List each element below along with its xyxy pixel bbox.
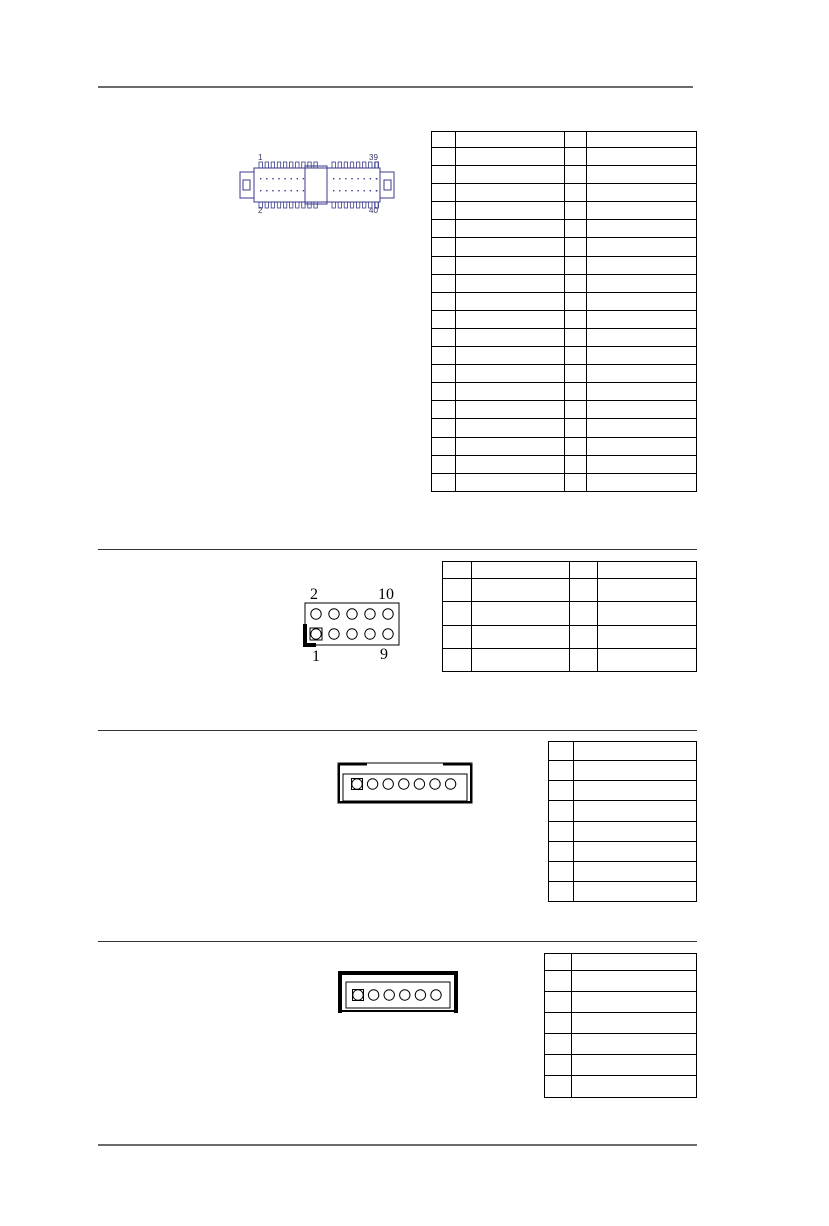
table-cell bbox=[471, 579, 570, 602]
contact-pin bbox=[290, 202, 293, 208]
table-cell bbox=[455, 132, 565, 148]
pinout-40-row bbox=[432, 238, 697, 256]
pinout-7-row bbox=[549, 882, 697, 902]
contact-pin bbox=[344, 162, 347, 168]
table-cell bbox=[432, 220, 456, 238]
contact-pin bbox=[356, 202, 359, 208]
table-cell bbox=[565, 184, 587, 202]
table-cell bbox=[432, 132, 456, 148]
table-cell bbox=[587, 274, 697, 292]
table-cell bbox=[455, 328, 565, 346]
contact-pin bbox=[283, 162, 286, 168]
table-cell bbox=[455, 166, 565, 184]
pin-dot bbox=[260, 190, 261, 191]
pin-dot bbox=[291, 190, 292, 191]
pinout-40-row bbox=[432, 437, 697, 455]
pin-label-1: 1 bbox=[258, 153, 263, 162]
pinout-40-row bbox=[432, 365, 697, 383]
pin-dot bbox=[370, 190, 371, 191]
pin-dot bbox=[303, 178, 304, 179]
table-cell bbox=[443, 602, 472, 625]
contact-pin bbox=[308, 202, 311, 208]
table-cell bbox=[545, 1076, 572, 1097]
header-10pin-pinout-table bbox=[442, 561, 697, 672]
pin-label-10: 10 bbox=[378, 586, 394, 603]
table-cell bbox=[471, 625, 570, 648]
contact-pin bbox=[369, 162, 372, 168]
contact-pin bbox=[259, 202, 262, 208]
header-10pin-drawing bbox=[302, 602, 402, 648]
pin-dot bbox=[272, 190, 273, 191]
table-cell bbox=[432, 184, 456, 202]
table-cell bbox=[565, 455, 587, 473]
contact-pin bbox=[356, 162, 359, 168]
pin-label-40: 40 bbox=[369, 206, 378, 215]
table-cell bbox=[587, 184, 697, 202]
section-divider-2 bbox=[98, 730, 697, 731]
table-cell bbox=[565, 437, 587, 455]
table-cell bbox=[432, 347, 456, 365]
table-cell bbox=[455, 347, 565, 365]
table-cell bbox=[432, 166, 456, 184]
table-cell bbox=[455, 292, 565, 310]
table-cell bbox=[443, 625, 472, 648]
pin-dot bbox=[284, 190, 285, 191]
table-cell bbox=[573, 781, 696, 801]
table-cell bbox=[549, 821, 574, 841]
pin-label-1: 1 bbox=[312, 648, 320, 665]
section-divider-1 bbox=[98, 549, 697, 550]
pinout-6-row bbox=[545, 1013, 697, 1034]
table-cell bbox=[587, 166, 697, 184]
contact-pin bbox=[259, 162, 262, 168]
table-cell bbox=[587, 310, 697, 328]
table-cell bbox=[455, 148, 565, 166]
table-cell bbox=[455, 383, 565, 401]
pin-dot bbox=[357, 190, 358, 191]
table-cell bbox=[549, 861, 574, 881]
contact-pin bbox=[350, 202, 353, 208]
connector-pin bbox=[368, 990, 378, 1000]
contact-pin bbox=[265, 162, 268, 168]
table-cell bbox=[587, 365, 697, 383]
pin-dot bbox=[291, 178, 292, 179]
pin-dot bbox=[351, 190, 352, 191]
table-cell bbox=[565, 220, 587, 238]
table-cell bbox=[573, 801, 696, 821]
pinout-40-row bbox=[432, 202, 697, 220]
pinout-40-row bbox=[432, 148, 697, 166]
pinout-10-row bbox=[443, 648, 697, 671]
table-cell bbox=[598, 602, 697, 625]
table-cell bbox=[455, 202, 565, 220]
table-cell bbox=[455, 437, 565, 455]
connector-7pin-drawing bbox=[337, 762, 473, 804]
table-cell bbox=[455, 419, 565, 437]
pin-dot bbox=[284, 178, 285, 179]
connector-pin bbox=[431, 990, 441, 1000]
table-cell bbox=[443, 579, 472, 602]
table-cell bbox=[432, 455, 456, 473]
table-cell bbox=[587, 383, 697, 401]
table-cell bbox=[455, 256, 565, 274]
contact-pin bbox=[363, 202, 366, 208]
connector-40pin-diagram bbox=[237, 150, 397, 215]
pin-dot bbox=[364, 190, 365, 191]
table-cell bbox=[565, 419, 587, 437]
table-cell bbox=[598, 562, 697, 579]
contact-pin bbox=[332, 162, 335, 168]
table-cell bbox=[432, 274, 456, 292]
connector-6pin-drawing bbox=[337, 970, 459, 1014]
connector-pin bbox=[383, 779, 393, 789]
contact-pin bbox=[332, 202, 335, 208]
table-cell bbox=[587, 401, 697, 419]
pin-dot bbox=[297, 190, 298, 191]
table-cell bbox=[565, 383, 587, 401]
connector-pin bbox=[430, 779, 440, 789]
table-cell bbox=[573, 761, 696, 781]
table-cell bbox=[571, 1076, 696, 1097]
table-cell bbox=[565, 401, 587, 419]
connector-pin bbox=[414, 779, 424, 789]
pin-dot bbox=[266, 178, 267, 179]
table-cell bbox=[455, 401, 565, 419]
table-cell bbox=[571, 1013, 696, 1034]
table-cell bbox=[565, 256, 587, 274]
table-cell bbox=[455, 238, 565, 256]
pin-dot bbox=[370, 178, 371, 179]
table-cell bbox=[549, 801, 574, 821]
table-cell bbox=[545, 1034, 572, 1055]
pinout-7-row bbox=[549, 781, 697, 801]
table-cell bbox=[565, 292, 587, 310]
contact-pin bbox=[338, 162, 341, 168]
table-cell bbox=[432, 256, 456, 274]
contact-pin bbox=[363, 162, 366, 168]
table-cell bbox=[545, 1013, 572, 1034]
table-cell bbox=[432, 328, 456, 346]
contact-pin bbox=[277, 202, 280, 208]
table-cell bbox=[565, 148, 587, 166]
contact-pin bbox=[314, 202, 317, 208]
pinout-40-row bbox=[432, 274, 697, 292]
contact-pin bbox=[314, 162, 317, 168]
connector-pin bbox=[400, 990, 410, 1000]
pinout-40-row bbox=[432, 455, 697, 473]
pinout-6-row bbox=[545, 1055, 697, 1076]
pinout-40-row bbox=[432, 132, 697, 148]
pin-dot bbox=[272, 178, 273, 179]
table-cell bbox=[565, 328, 587, 346]
table-cell bbox=[432, 202, 456, 220]
pin-dot bbox=[339, 178, 340, 179]
table-cell bbox=[571, 1055, 696, 1076]
table-cell bbox=[432, 383, 456, 401]
pin-dot bbox=[333, 190, 334, 191]
pin-dot bbox=[333, 178, 334, 179]
connector-6pin-pinout-table bbox=[544, 953, 697, 1098]
table-cell bbox=[455, 310, 565, 328]
connector-pin bbox=[353, 990, 363, 1000]
pinout-6-row bbox=[545, 1034, 697, 1055]
table-cell bbox=[432, 238, 456, 256]
table-cell bbox=[587, 202, 697, 220]
table-cell bbox=[549, 882, 574, 902]
table-cell bbox=[570, 602, 598, 625]
pin-dot bbox=[345, 178, 346, 179]
connector-pin bbox=[384, 990, 394, 1000]
pinout-7-row bbox=[549, 861, 697, 881]
table-cell bbox=[598, 648, 697, 671]
table-cell bbox=[571, 1034, 696, 1055]
table-cell bbox=[549, 761, 574, 781]
pinout-40-row bbox=[432, 401, 697, 419]
pinout-7-row bbox=[549, 761, 697, 781]
table-cell bbox=[565, 238, 587, 256]
connector-pin bbox=[367, 779, 377, 789]
table-cell bbox=[432, 473, 456, 491]
pin-dot bbox=[297, 178, 298, 179]
contact-pin bbox=[350, 162, 353, 168]
table-cell bbox=[573, 742, 696, 761]
table-cell bbox=[549, 742, 574, 761]
pin-dot bbox=[303, 190, 304, 191]
table-cell bbox=[598, 579, 697, 602]
pin-dot bbox=[376, 178, 377, 179]
contact-pin bbox=[265, 202, 268, 208]
table-cell bbox=[565, 473, 587, 491]
table-cell bbox=[587, 419, 697, 437]
contact-pin bbox=[308, 162, 311, 168]
pin-dot bbox=[339, 190, 340, 191]
table-cell bbox=[432, 148, 456, 166]
table-cell bbox=[570, 648, 598, 671]
header-10pin-diagram bbox=[302, 587, 402, 667]
contact-pin bbox=[369, 202, 372, 208]
pinout-10-row bbox=[443, 602, 697, 625]
pin-dot bbox=[351, 178, 352, 179]
connector-40pin-pinout-table bbox=[431, 131, 697, 492]
table-cell bbox=[432, 437, 456, 455]
table-cell bbox=[549, 781, 574, 801]
pin-label-2: 2 bbox=[258, 206, 263, 215]
table-cell bbox=[565, 202, 587, 220]
pin-dot bbox=[278, 190, 279, 191]
pinout-10-row bbox=[443, 625, 697, 648]
table-cell bbox=[545, 971, 572, 992]
contact-pin bbox=[277, 162, 280, 168]
table-cell bbox=[455, 473, 565, 491]
table-cell bbox=[455, 455, 565, 473]
pinout-40-row bbox=[432, 166, 697, 184]
table-cell bbox=[455, 184, 565, 202]
table-cell bbox=[587, 256, 697, 274]
contact-pin bbox=[296, 202, 299, 208]
table-cell bbox=[587, 347, 697, 365]
connector-40pin-drawing bbox=[237, 160, 397, 210]
table-cell bbox=[565, 347, 587, 365]
table-cell bbox=[571, 992, 696, 1013]
connector-pin bbox=[415, 990, 425, 1000]
pinout-40-row bbox=[432, 292, 697, 310]
footer-rule bbox=[98, 1144, 697, 1146]
contact-pin bbox=[296, 162, 299, 168]
contact-pin bbox=[290, 162, 293, 168]
pin-label-9: 9 bbox=[380, 646, 388, 663]
pinout-6-row bbox=[545, 971, 697, 992]
table-cell bbox=[471, 562, 570, 579]
table-cell bbox=[565, 310, 587, 328]
table-cell bbox=[565, 132, 587, 148]
pinout-40-row bbox=[432, 347, 697, 365]
pinout-6-row bbox=[545, 992, 697, 1013]
table-cell bbox=[573, 861, 696, 881]
table-cell bbox=[587, 148, 697, 166]
table-cell bbox=[565, 274, 587, 292]
pinout-7-row bbox=[549, 801, 697, 821]
table-cell bbox=[587, 132, 697, 148]
pinout-10-row bbox=[443, 579, 697, 602]
contact-pin bbox=[283, 202, 286, 208]
table-cell bbox=[573, 841, 696, 861]
pinout-40-row bbox=[432, 473, 697, 491]
table-cell bbox=[587, 328, 697, 346]
pinout-6-row bbox=[545, 954, 697, 971]
table-cell bbox=[471, 648, 570, 671]
table-cell bbox=[587, 455, 697, 473]
connector-7pin-pinout-table bbox=[548, 741, 697, 902]
pinout-7-row bbox=[549, 841, 697, 861]
contact-pin bbox=[271, 162, 274, 168]
table-cell bbox=[587, 220, 697, 238]
table-cell bbox=[571, 954, 696, 971]
contact-pin bbox=[271, 202, 274, 208]
table-cell bbox=[549, 841, 574, 861]
table-cell bbox=[570, 562, 598, 579]
pin-label-39: 39 bbox=[369, 153, 378, 162]
table-cell bbox=[455, 365, 565, 383]
pin-dot bbox=[266, 190, 267, 191]
table-cell bbox=[587, 437, 697, 455]
contact-pin bbox=[344, 202, 347, 208]
table-cell bbox=[443, 648, 472, 671]
pin-dot bbox=[278, 178, 279, 179]
table-cell bbox=[432, 292, 456, 310]
header-rule bbox=[98, 86, 693, 88]
pin-dot bbox=[376, 190, 377, 191]
table-cell bbox=[570, 625, 598, 648]
table-cell bbox=[573, 882, 696, 902]
table-cell bbox=[471, 602, 570, 625]
pinout-7-row bbox=[549, 821, 697, 841]
connector-pin bbox=[445, 779, 455, 789]
pinout-10-row bbox=[443, 562, 697, 579]
pinout-7-row bbox=[549, 742, 697, 761]
table-cell bbox=[545, 954, 572, 971]
table-cell bbox=[571, 971, 696, 992]
section-divider-3 bbox=[98, 941, 697, 942]
table-cell bbox=[587, 292, 697, 310]
table-cell bbox=[432, 310, 456, 328]
table-cell bbox=[455, 274, 565, 292]
table-cell bbox=[545, 1055, 572, 1076]
table-cell bbox=[598, 625, 697, 648]
table-cell bbox=[432, 401, 456, 419]
pin-label-2: 2 bbox=[310, 586, 318, 603]
pinout-40-row bbox=[432, 256, 697, 274]
table-cell bbox=[565, 166, 587, 184]
pinout-40-row bbox=[432, 310, 697, 328]
table-cell bbox=[570, 579, 598, 602]
table-cell bbox=[565, 365, 587, 383]
table-cell bbox=[455, 220, 565, 238]
table-cell bbox=[443, 562, 472, 579]
pin-dot bbox=[345, 190, 346, 191]
pinout-6-row bbox=[545, 1076, 697, 1097]
table-cell bbox=[587, 238, 697, 256]
table-cell bbox=[432, 365, 456, 383]
pin-dot bbox=[260, 178, 261, 179]
contact-pin bbox=[338, 202, 341, 208]
table-cell bbox=[587, 473, 697, 491]
pinout-40-row bbox=[432, 383, 697, 401]
connector-pin bbox=[352, 779, 362, 789]
table-cell bbox=[573, 821, 696, 841]
pin-dot bbox=[357, 178, 358, 179]
pinout-40-row bbox=[432, 184, 697, 202]
pinout-40-row bbox=[432, 419, 697, 437]
pinout-40-row bbox=[432, 328, 697, 346]
pin-dot bbox=[364, 178, 365, 179]
pinout-40-row bbox=[432, 220, 697, 238]
connector-pin bbox=[399, 779, 409, 789]
table-cell bbox=[545, 992, 572, 1013]
table-cell bbox=[432, 419, 456, 437]
